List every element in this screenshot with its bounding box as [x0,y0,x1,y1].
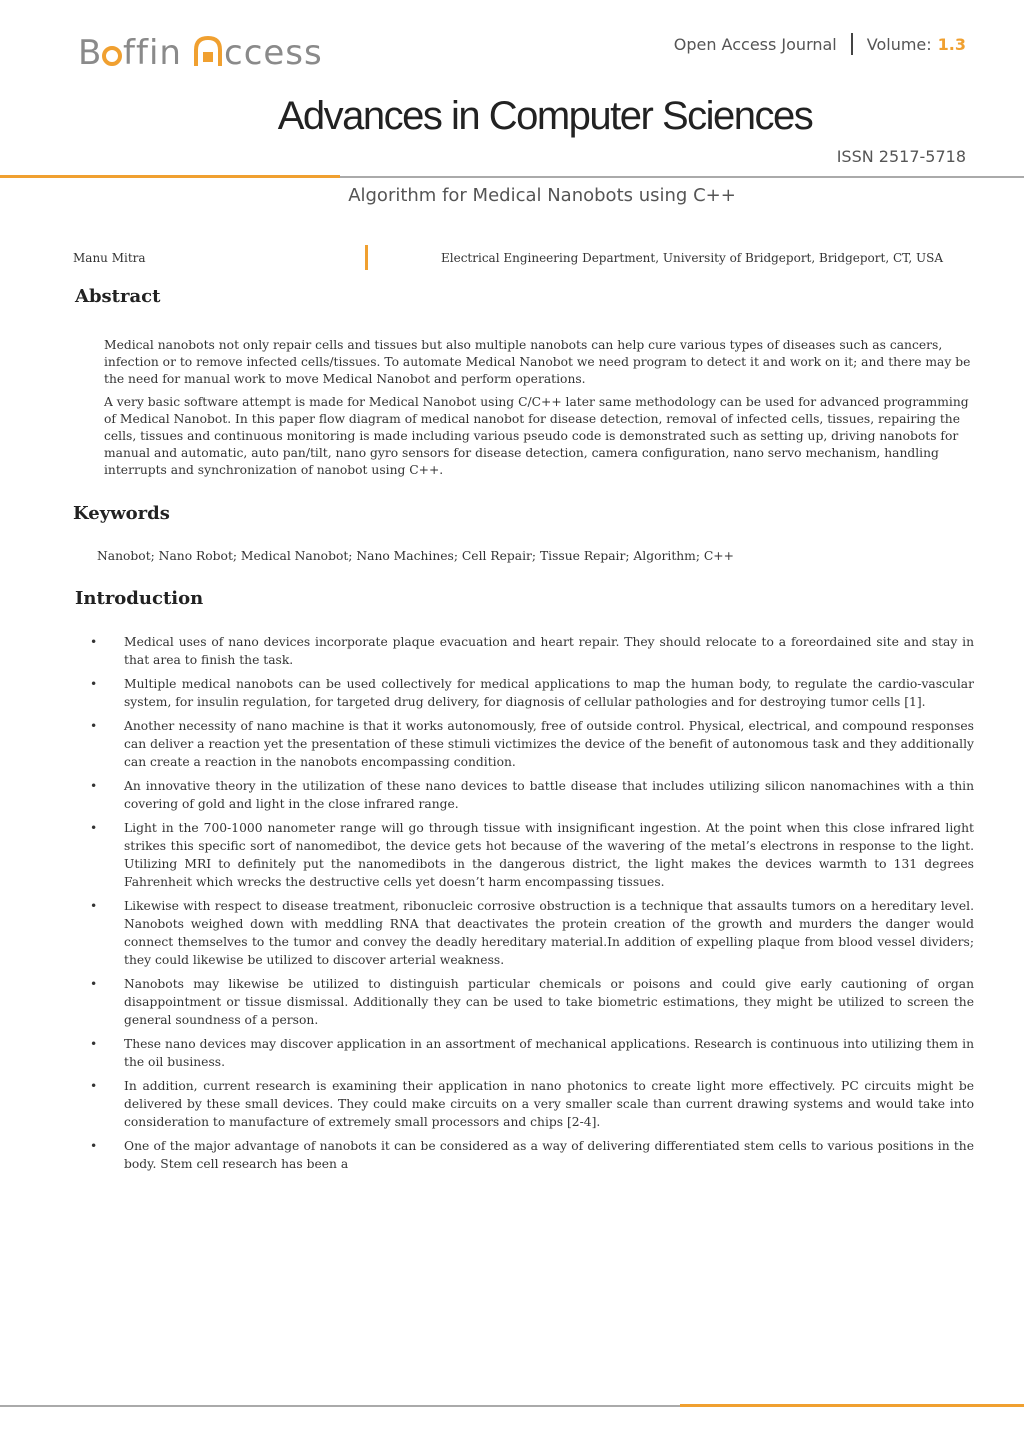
author-name: Manu Mitra [73,251,146,265]
footer-rule-gray [0,1405,680,1407]
author-separator [365,245,368,270]
bullet-marker: • [90,977,98,991]
journal-label: Open Access Journal [673,34,837,54]
svg-text:B: B [78,33,103,73]
header-rule-accent [0,175,340,178]
list-item [90,819,974,891]
bullet-marker: • [90,899,98,913]
list-item [90,777,974,813]
bullet-marker: • [90,779,98,793]
list-item [90,1077,974,1131]
journal-meta [674,33,966,55]
list-item [90,1137,974,1173]
list-item [90,717,974,771]
meta-separator [851,33,853,55]
list-item-text: Likewise with respect to disease treatment, ribonucleic corrosive obstruction is a technique that assaults tumors on a hereditary level. Nanobots weighed down with meddling RNA that deactivates the protein creation of the growth and murders the danger would connect themselves to the tumor and convey the deadly hereditary material.In addition of expelling plaque from blood vessel dividers; they could likewise be utilized to discover arterial weakness. [124,899,974,967]
list-item-text: These nano devices may discover application in an assortment of mechanical applications. Research is continuous into utilizing them in the oil business. [124,1037,974,1069]
list-item-text: An innovative theory in the utilization of these nano devices to battle disease that includes utilizing silicon nanomachines with a thin covering of gold and light in the close infrared range. [124,779,974,811]
header-rule [0,175,1024,178]
list-item [90,975,974,1029]
bullet-marker: • [90,677,98,691]
abstract-paragraph: A very basic software attempt is made for Medical Nanobot using C/C++ later same methodology can be used for advanced programming of Medical Nanobot. In this paper flow diagram of medical nanobot for disease detection, removal of infected cells, tissues, repairing the cells, tissues and continuous monitoring is made including various pseudo code is demonstrated such as setting up, driving nanobots for manual and automatic, auto pan/tilt, nano gyro sensors for disease detection, camera configuration, nano servo mechanism, handling interrupts and synchronization of nanobot using C++. [104,395,969,477]
bullet-marker: • [90,821,98,835]
svg-text:ccess: ccess [224,33,323,73]
list-item-text: Medical uses of nano devices incorporate plaque evacuation and heart repair. They should relocate to a foreordained site and stay in that area to finish the task. [124,635,974,667]
bullet-marker: • [90,1079,98,1093]
list-item [90,1035,974,1071]
publisher-logo [78,30,328,74]
bullet-marker: • [90,1139,98,1153]
journal-title: Advances in Computer Sciences [277,94,813,138]
abstract-body [104,337,974,485]
paper-title: Algorithm for Medical Nanobots using C++ [348,185,736,206]
bullet-marker: • [90,1037,98,1051]
footer-rule [0,1404,1024,1407]
abstract-paragraph: Medical nanobots not only repair cells and tissues but also multiple nanobots can help cure various types of diseases such as cancers, infection or to remove infected cells/tissues. To automate Medical Nanobot we need program to detect it and work on it; and there may be the need for manual work to move Medical Nanobot and perform operations. [104,338,971,386]
author-affiliation: Electrical Engineering Department, University of Bridgeport, Bridgeport, CT, USA [441,251,944,265]
volume-label: Volume: [866,34,932,54]
header-rule-gray [340,176,1024,178]
list-item-text: Multiple medical nanobots can be used collectively for medical applications to map the human body, to regulate the cardio-vascular system, for insulin regulation, for targeted drug delivery, for diagnosis of cellular pathologies and for destroying tumor cells [1]. [124,677,974,709]
list-item [90,675,974,711]
list-item [90,897,974,969]
list-item-text: One of the major advantage of nanobots it can be considered as a way of delivering differentiated stem cells to various positions in the body. Stem cell research has been a [124,1139,974,1171]
introduction-heading: Introduction [75,588,204,609]
footer-rule-accent [680,1404,1024,1407]
keywords-heading: Keywords [73,503,170,524]
bullet-marker: • [90,719,98,733]
list-item-text: Nanobots may likewise be utilized to distinguish particular chemicals or poisons and could give early cautioning of organ disappointment or tissue dismissal. Additionally they can be used to take biometric estimations, they might be utilized to screen the general soundness of a person. [124,977,974,1027]
list-item-text: Another necessity of nano machine is that it works autonomously, free of outside control. Physical, electrical, and compound responses can deliver a reaction yet the presentation of these stimuli victimizes the device of the benefit of autonomous task and they additionally can create a reaction in the nanobots encompassing condition. [124,719,974,769]
list-item [90,633,974,669]
bullet-marker: • [90,635,98,649]
abstract-heading: Abstract [75,286,161,307]
issn: ISSN 2517-5718 [836,147,966,166]
keywords-list: Nanobot; Nano Robot; Medical Nanobot; Nano Machines; Cell Repair; Tissue Repair; Algorithm; C++ [97,549,734,563]
svg-text:ffin: ffin [123,33,182,73]
list-item-text: In addition, current research is examining their application in nano photonics to create light more effectively. PC circuits might be delivered by these small devices. They could make circuits on a very smaller scale than current drawing systems and would take into consideration to manufacture of extremely small processors and chips [2-4]. [124,1079,974,1129]
introduction-list [90,633,974,1179]
volume-number: 1.3 [937,34,966,54]
list-item-text: Light in the 700-1000 nanometer range will go through tissue with insignificant ingestion. At the point when this close infrared light strikes this specific sort of nanomedibot, the device gets hot because of the wavering of the metal’s electrons in response to the light. Utilizing MRI to definitely put the nanomedibots in the dangerous district, the light makes the devices warmth to 131 degrees Fahrenheit which wrecks the destructive cells yet doesn’t harm encompassing tissues. [124,821,974,889]
